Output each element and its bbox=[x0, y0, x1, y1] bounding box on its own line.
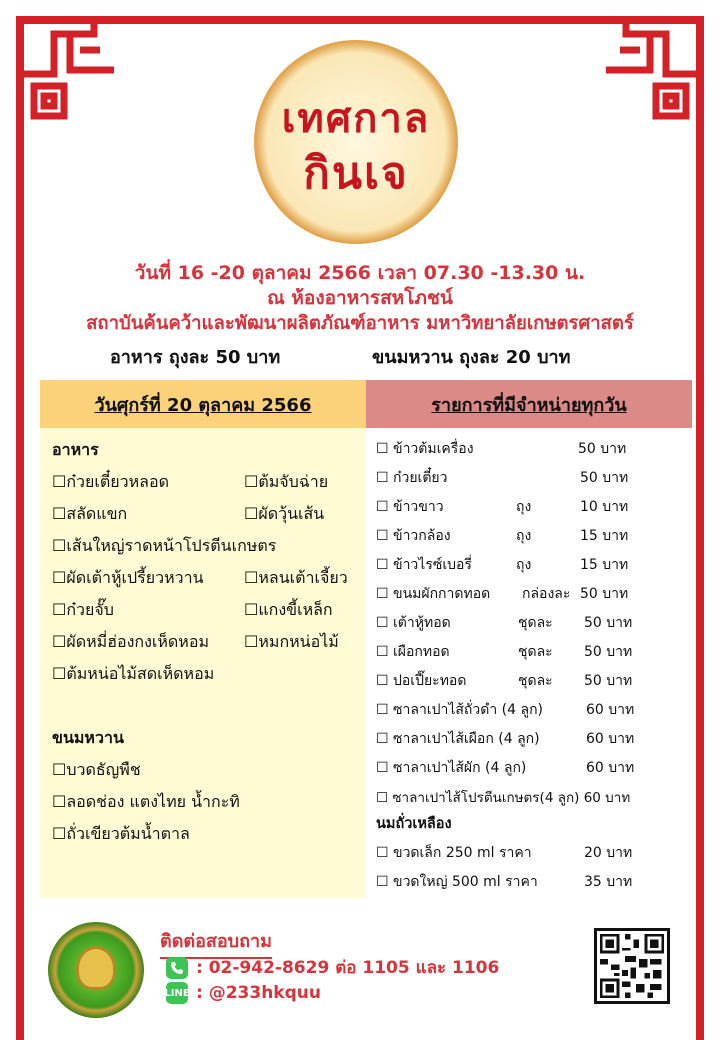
daily-item-price: 50 บาท bbox=[578, 441, 627, 457]
daily-item-price: 50 บาท bbox=[580, 586, 629, 602]
daily-item-price: 15 บาท bbox=[580, 557, 629, 573]
daily-item-price: 50 บาท bbox=[584, 644, 633, 660]
event-place: ณ ห้องอาหารสหโภชน์ bbox=[267, 287, 453, 309]
contact-line-row bbox=[166, 982, 321, 1004]
daily-item-name: ☐ ปอเปี๊ยะทอด bbox=[376, 673, 467, 689]
logo-emblem bbox=[76, 946, 116, 990]
daily-item-name: ☐ ข้าวต้มเครื่อง bbox=[376, 441, 474, 457]
daily-item-name: ☐ ก๋วยเตี๋ยว bbox=[376, 470, 448, 486]
daily-item-name: ☐ ข้าวไรซ์เบอรี่ bbox=[376, 557, 472, 573]
menu-item: ☐ต้มหน่อไม้สดเห็ดหอม bbox=[52, 664, 215, 683]
menu-item: ☐ก๋วยเตี๋ยวหลอด bbox=[52, 472, 169, 491]
festival-emblem bbox=[254, 40, 458, 244]
soy-milk-item-price: 35 บาท bbox=[584, 874, 633, 890]
soy-milk-item-name: ☐ ขวดเล็ก 250 ml ราคา bbox=[376, 845, 532, 861]
dessert-item: ☐ถั่วเขียวต้มน้ำตาล bbox=[52, 824, 190, 843]
soy-milk-item-price: 20 บาท bbox=[584, 845, 633, 861]
friday-menu-header bbox=[40, 380, 366, 428]
dessert-item: ☐ลอดช่อง แตงไทย น้ำกะทิ bbox=[52, 792, 240, 811]
emblem-title-line1: เทศกาล bbox=[281, 96, 431, 142]
daily-item-name: ☐ ข้าวกล้อง bbox=[376, 528, 451, 544]
daily-item-name: ☐ ขนมผักกาดทอด bbox=[376, 586, 491, 602]
daily-menu-header-text: รายการที่มีจำหน่ายทุกวัน bbox=[431, 394, 627, 416]
daily-item-qty: ถุง bbox=[516, 499, 532, 515]
menu-item: ☐หลนเต้าเจี้ยว bbox=[244, 568, 348, 587]
daily-item-qty: ถุง bbox=[516, 557, 532, 573]
friday-menu-header-text: วันศุกร์ที่ 20 ตุลาคม 2566 bbox=[94, 394, 312, 416]
daily-item-name: ☐ เผือกทอด bbox=[376, 644, 450, 660]
daily-item-qty: ชุดละ bbox=[518, 673, 553, 689]
event-date-time: วันที่ 16 -20 ตุลาคม 2566 เวลา 07.30 -13.30 น. bbox=[134, 262, 586, 284]
menu-item: ☐สลัดแขก bbox=[52, 504, 128, 523]
friday-menu-panel bbox=[40, 428, 366, 898]
daily-item-qty: ชุดละ bbox=[518, 644, 553, 660]
daily-item-price: 50 บาท bbox=[580, 470, 629, 486]
daily-item-qty: ถุง bbox=[516, 528, 532, 544]
daily-item-price: 50 บาท bbox=[584, 673, 633, 689]
dessert-section-title: ขนมหวาน bbox=[52, 728, 124, 747]
menu-item: ☐แกงขี้เหล็ก bbox=[244, 600, 333, 619]
menu-item: ☐ผัดเต้าหู้เปรี้ยวหวาน bbox=[52, 568, 204, 587]
contact-line-text: : @233hkquu bbox=[196, 983, 321, 1003]
corner-ornament-left bbox=[14, 14, 134, 144]
menu-item: ☐ผัดหมี่ฮ่องกงเห็ดหอม bbox=[52, 632, 209, 651]
daily-item-price: 60 บาท bbox=[586, 731, 635, 747]
phone-icon bbox=[166, 957, 188, 979]
food-section-title: อาหาร bbox=[52, 440, 99, 459]
daily-item-name: ☐ ข้าวขาว bbox=[376, 499, 444, 515]
dessert-item: ☐บวดธัญพืช bbox=[52, 760, 141, 779]
soy-milk-item-name: ☐ ขวดใหญ่ 500 ml ราคา bbox=[376, 874, 538, 890]
event-organizer: สถาบันค้นคว้าและพัฒนาผลิตภัณฑ์อาหาร มหาวิทยาลัยเกษตรศาสตร์ bbox=[86, 313, 634, 334]
daily-item-name: ☐ ซาลาเปาไส้ถั่วดำ (4 ลูก) bbox=[376, 702, 544, 718]
daily-item-price: 50 บาท bbox=[584, 615, 633, 631]
university-logo bbox=[48, 922, 144, 1018]
menu-item: ☐หมกหน่อไม้ bbox=[244, 632, 339, 651]
corner-ornament-right bbox=[586, 14, 706, 144]
daily-item-price: 60 บาท bbox=[586, 760, 635, 776]
menu-item: ☐เส้นใหญ่ราดหน้าโปรตีนเกษตร bbox=[52, 536, 277, 555]
daily-item-name: ☐ ซาลาเปาไส้ผัก (4 ลูก) bbox=[376, 760, 527, 776]
daily-item-name: ☐ เต้าหู้ทอด bbox=[376, 615, 451, 631]
contact-phone-row bbox=[166, 954, 499, 981]
daily-item-name: ☐ ซาลาเปาไส้โปรตีนเกษตร(4 ลูก) 60 บาท bbox=[376, 790, 631, 806]
contact-phone-text: : 02-942-8629 ต่อ 1105 และ 1106 bbox=[196, 958, 500, 978]
line-icon: LINE bbox=[166, 982, 188, 1004]
daily-item-price: 10 บาท bbox=[580, 499, 629, 515]
daily-menu-panel bbox=[366, 428, 692, 898]
daily-item-qty: กล่องละ bbox=[522, 586, 571, 602]
food-price: อาหาร ถุงละ 50 บาท bbox=[110, 347, 281, 368]
qr-code bbox=[594, 928, 670, 1004]
daily-item-qty: ชุดละ bbox=[518, 615, 553, 631]
dessert-price: ขนมหวาน ถุงละ 20 บาท bbox=[372, 347, 571, 368]
menu-item: ☐ต้มจับฉ่าย bbox=[244, 472, 329, 491]
daily-item-price: 15 บาท bbox=[580, 528, 629, 544]
soy-milk-section-title: นมถั่วเหลือง bbox=[376, 816, 452, 832]
menu-item: ☐ก๋วยจั๊บ bbox=[52, 600, 114, 619]
daily-item-name: ☐ ซาลาเปาไส้เผือก (4 ลูก) bbox=[376, 731, 540, 747]
emblem-title-line2: กินเจ bbox=[303, 148, 409, 199]
daily-item-price: 60 บาท bbox=[586, 702, 635, 718]
menu-item: ☐ผัดวุ้นเส้น bbox=[244, 504, 325, 523]
daily-menu-header bbox=[366, 380, 692, 428]
contact-title: ติดต่อสอบถาม bbox=[160, 926, 272, 959]
